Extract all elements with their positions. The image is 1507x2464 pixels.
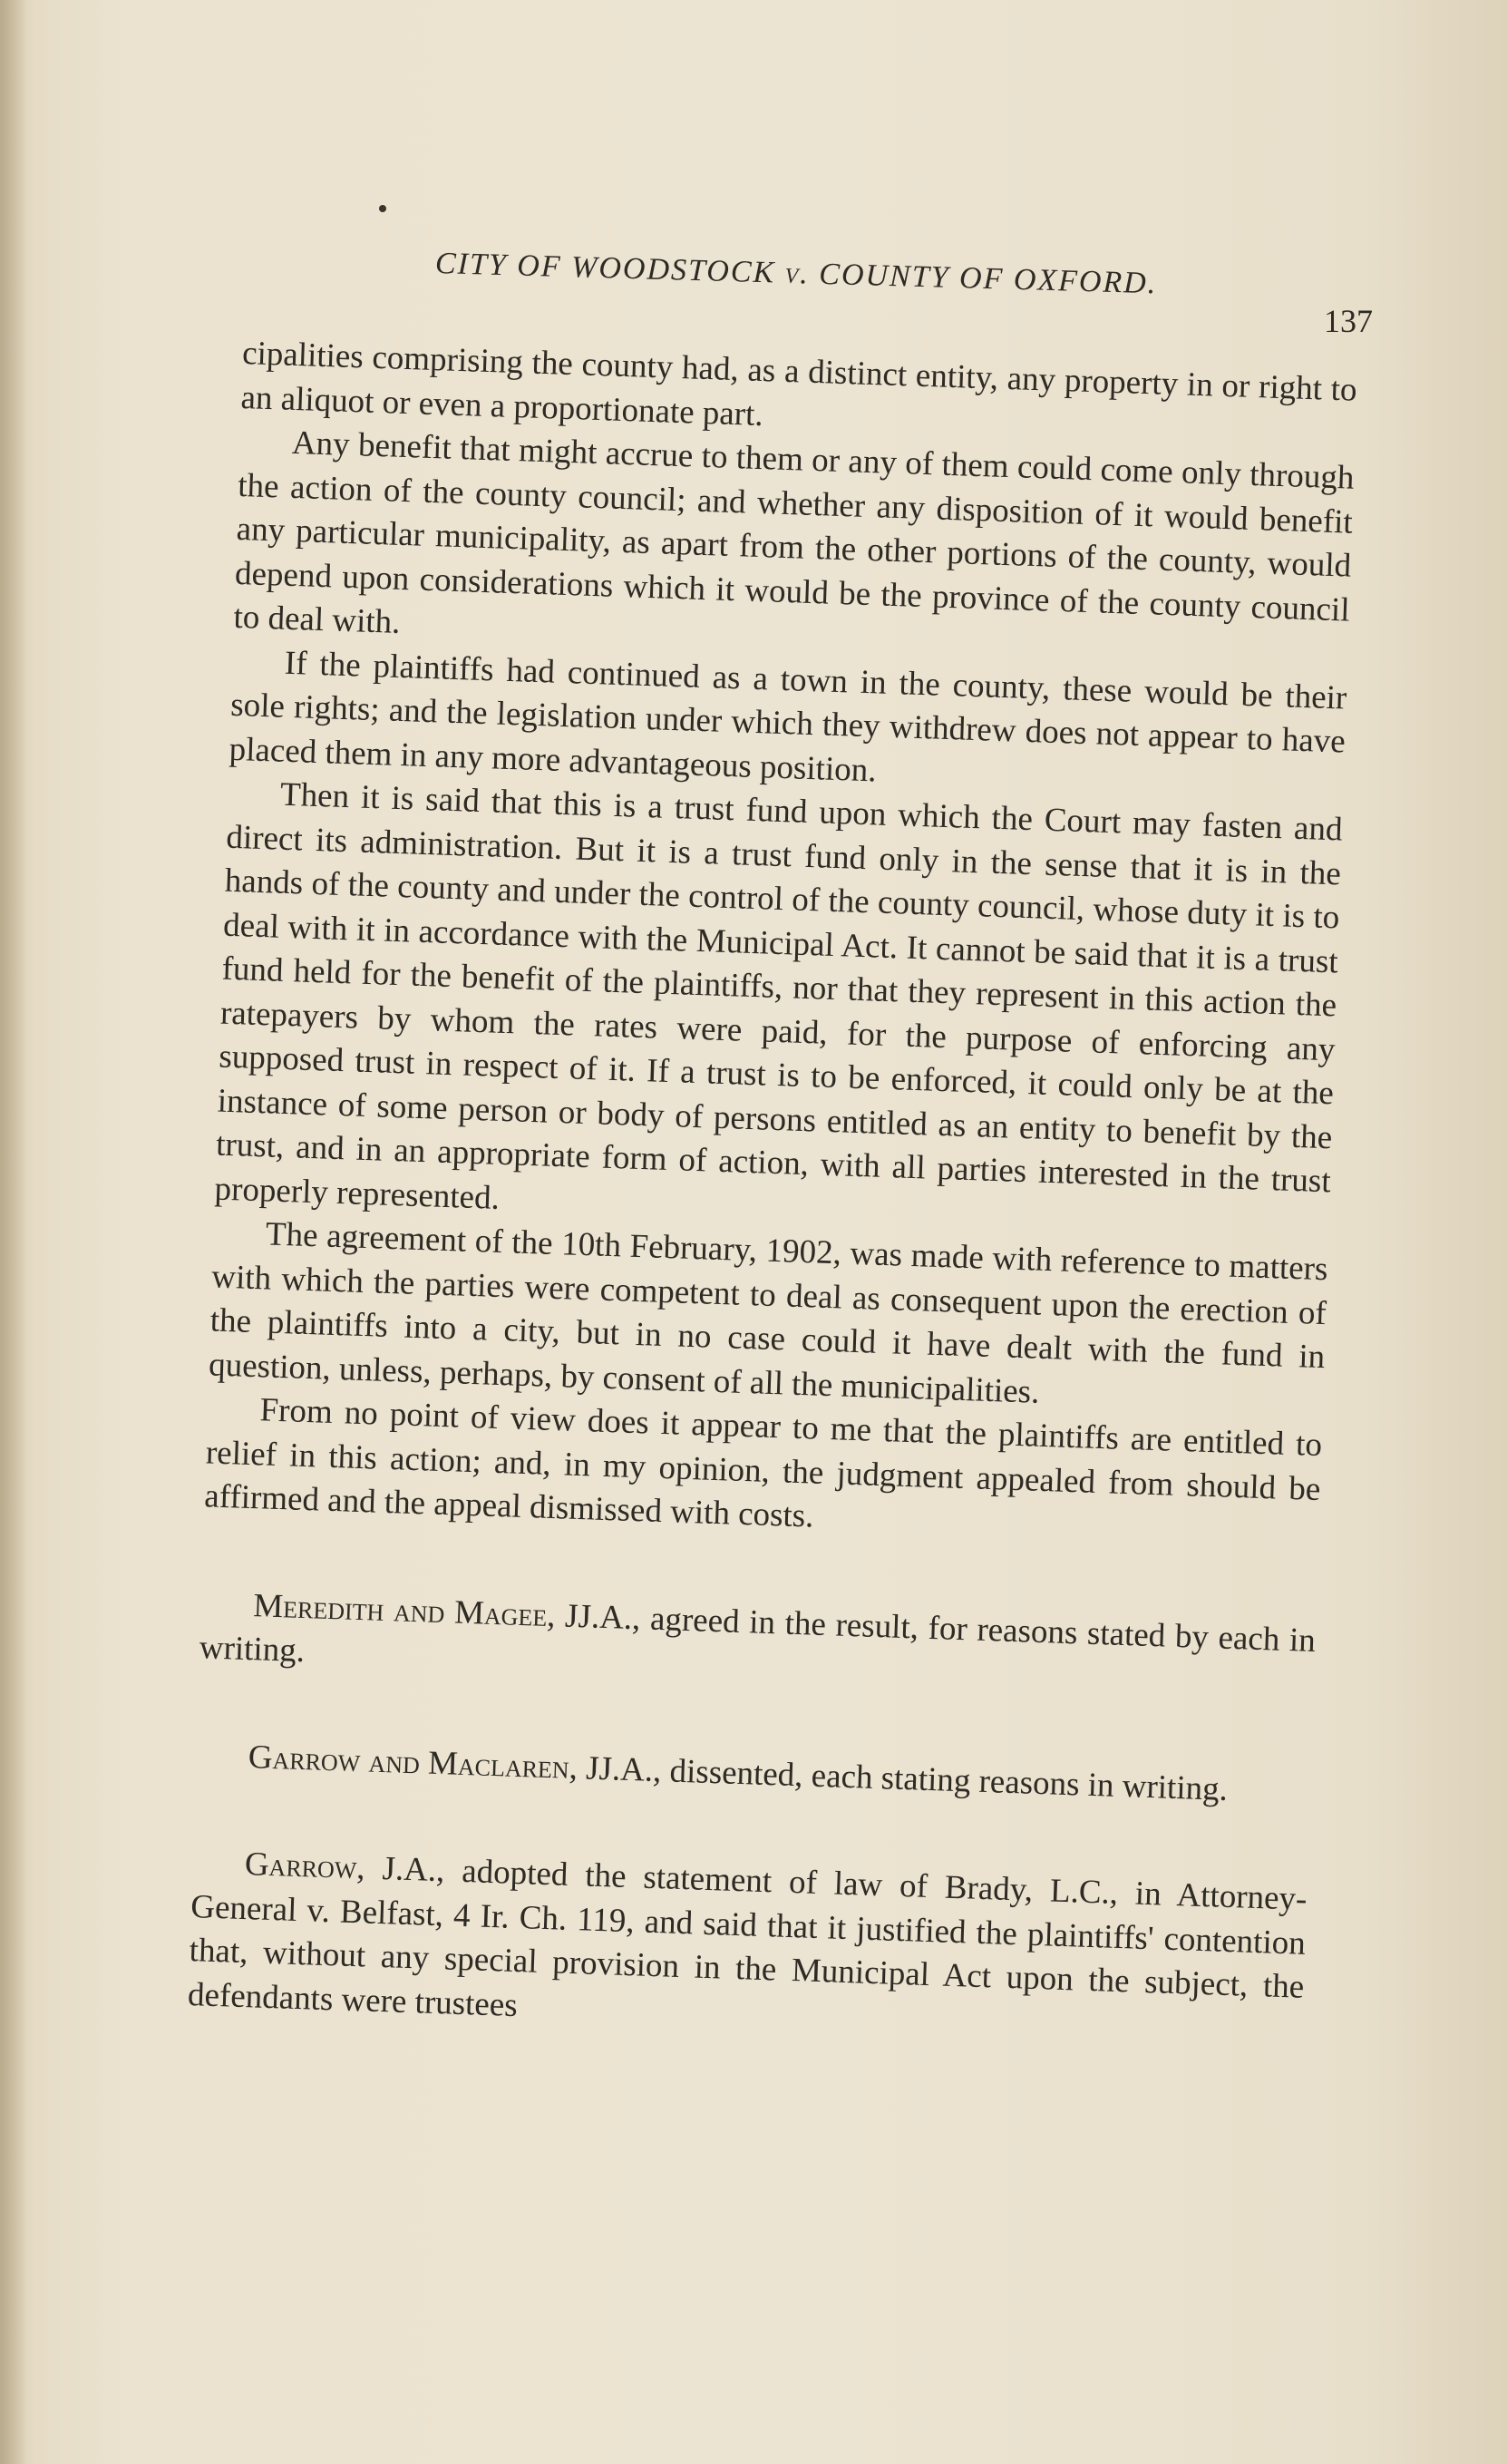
body-text bbox=[187, 332, 1357, 2054]
judge-name: Garrow, J.A. bbox=[244, 1846, 437, 1889]
paragraph-text: The agreement of the 10th February, 1902, was made with reference to matters with which the parties were competent to deal as consequent upon the erection of the plaintiffs into a city, but in no case could it have dealt with the fund in question, unless, perhaps, by consent of all the municipalities. bbox=[208, 1215, 1329, 1411]
judges-names: Garrow and Maclaren, JJ.A. bbox=[248, 1738, 654, 1789]
paragraph-garrow-maclaren bbox=[195, 1734, 1311, 1815]
gutter-shadow bbox=[0, 0, 27, 2464]
page-number: 137 bbox=[1324, 303, 1373, 339]
paragraph-trust-fund bbox=[214, 772, 1343, 1249]
paragraph-benefit bbox=[233, 420, 1355, 677]
paragraph-text: , dissented, each stating reasons in writing. bbox=[652, 1751, 1229, 1808]
paragraph-text: , adopted the statement of law of Brady, L.C., in Attorney-General v. Belfast, 4 Ir. Ch. 119, and said that it justified the plaintiffs' contention that, without any special provision in the Municipal Act upon the subject, the defendants were trustees bbox=[187, 1852, 1308, 2024]
judges-names: Meredith and Magee, JJ.A. bbox=[252, 1586, 633, 1637]
paragraph-garrow-opinion bbox=[187, 1841, 1308, 2054]
paragraph-text: cipalities comprising the county had, as a distinct entity, any property in or right to an aliquot or even a proportionate part. bbox=[239, 334, 1358, 433]
paragraph-text: Then it is said that this is a trust fund upon which the Court may fasten and direct its administration. But it is a trust fund only in the sense that it is in the hands of the county and under the control of the county council, whose duty it is to deal with it in accordance with the Municipal Act. It cannot be said that it is a trust fund held for the benefit of the plaintiffs, nor that they represent in this action the ratepayers by whom the rates were paid, for the purpose of enforcing any supposed trust in respect of it. If a trust is to be enforced, it could only be at the instance of some person or body of persons entitled as an entity to benefit by the trust, and in an appropriate form of action, with all parties interested in the trust properly represented. bbox=[213, 775, 1344, 1217]
paragraph-text: If the plaintiffs had continued as a town in the county, these would be their sole rights; and the legislation under which they withdrew does not appear to have placed them in any more advantageous position. bbox=[228, 644, 1347, 789]
paragraph-text: Any benefit that might accrue to them or any of them could come only through the action of the county council; and whether any disposition of it would benefit any particular municipality, as apart from the other portions of the county, would depend upon considerations which it would be the province of the county council to deal with. bbox=[232, 424, 1356, 641]
paragraph-meredith-magee bbox=[199, 1583, 1317, 1708]
paragraph-text: From no point of view does it appear to me that the plaintiffs are entitled to relief in this action; and, in my opinion, the judgment appealed from should be affirmed and the appeal dismissed with costs. bbox=[203, 1391, 1323, 1535]
running-title: CITY OF WOODSTOCK v. COUNTY OF OXFORD. bbox=[434, 247, 1158, 301]
ink-dot bbox=[379, 205, 386, 212]
paragraph-text: , agreed in the result, for reasons stated by each in writing. bbox=[199, 1599, 1317, 1670]
